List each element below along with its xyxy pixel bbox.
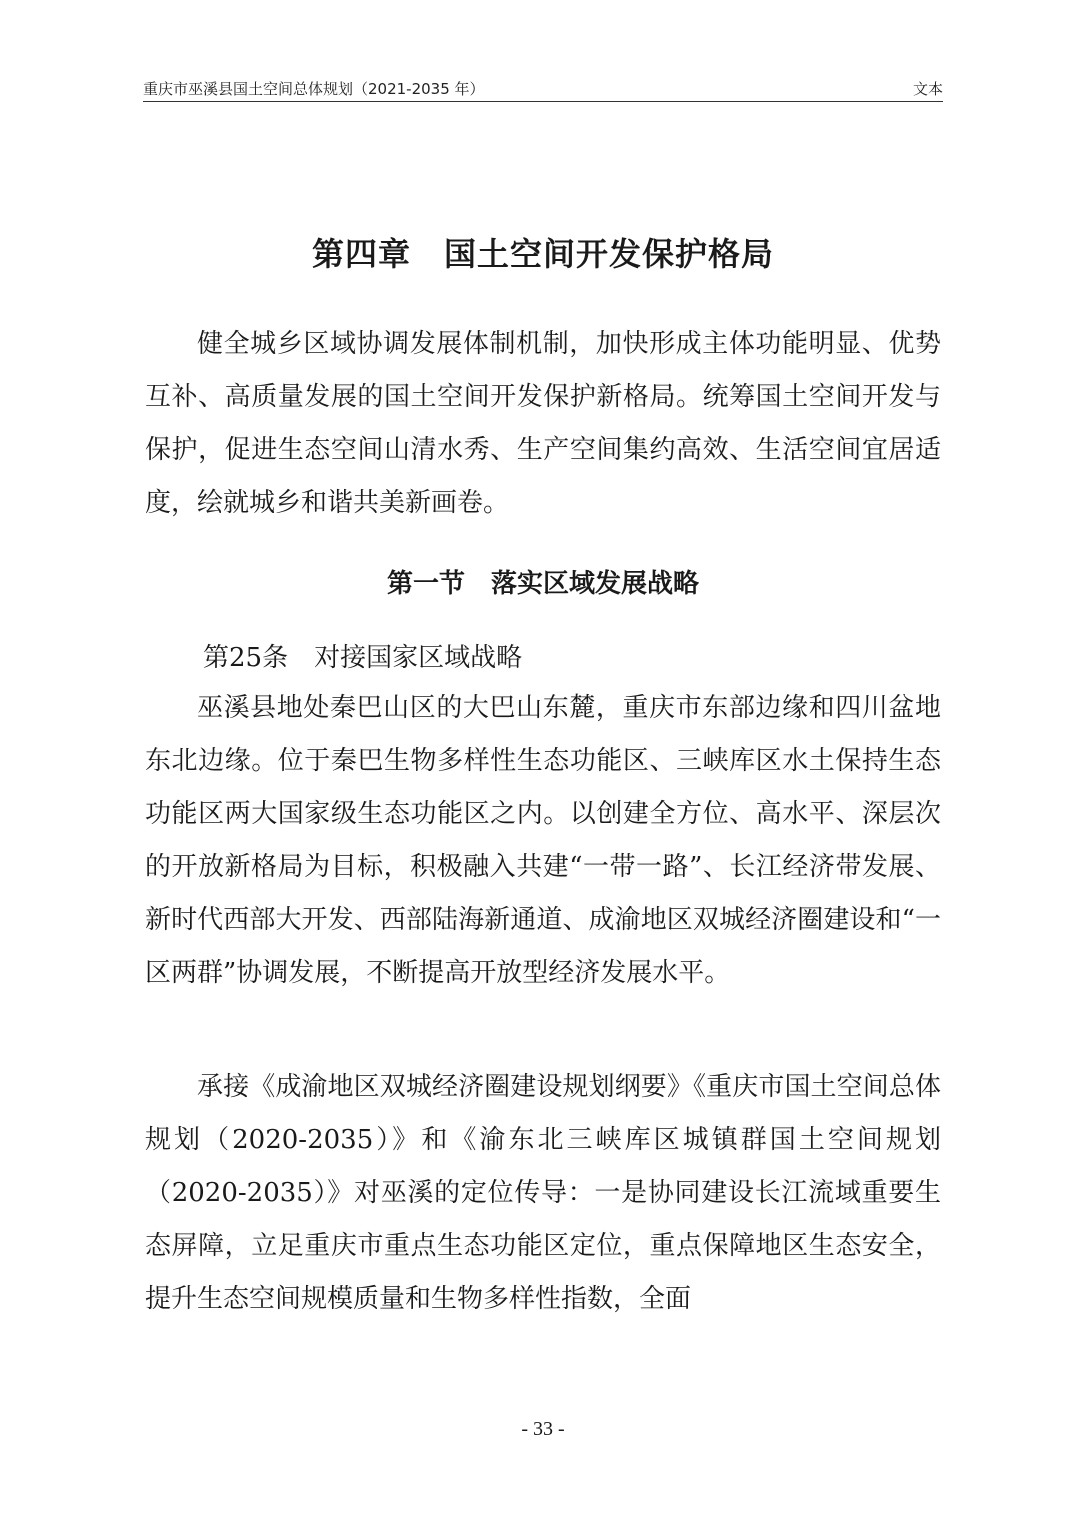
article-heading: 第25条 对接国家区域战略 — [203, 643, 523, 673]
article-paragraph: 巫溪县地处秦巴山区的大巴山东麓，重庆市东部边缘和四川盆地东北边缘。位于秦巴生物多样性生态功能区、三峡库区水土保持生态功能区两大国家级生态功能区之内。以创建全方位、高水平、深层次的开放新格局为目标，积极融入共建“一带一路”、长江经济带发展、新时代西部大开发、西部陆海新通道、成渝地区双城经济圈建设和“一区两群”协调发展，不断提高开放型经济发展水平。 — [145, 693, 941, 988]
article-paragraph: 承接《成渝地区双城经济圈建设规划纲要》《重庆市国土空间总体规划（2020-2035）》和《渝东北三峡库区城镇群国土空间规划（2020-2035）》对巫溪的定位传导：一是协同建设长江流域重要生态屏障，立足重庆市重点生态功能区定位，重点保障地区生态安全，提升生态空间规模质量和生物多样性指数，全面 — [145, 1072, 941, 1314]
page-header — [143, 76, 943, 100]
chapter-intro-paragraph: 健全城乡区域协调发展体制机制，加快形成主体功能明显、优势互补、高质量发展的国土空间开发保护新格局。统筹国土空间开发与保护，促进生态空间山清水秀、生产空间集约高效、生活空间宜居适度，绘就城乡和谐共美新画卷。 — [145, 329, 941, 518]
header-divider — [143, 101, 943, 102]
chapter-title: 第四章 国土空间开发保护格局 — [311, 235, 774, 273]
header-document-title: 重庆市巫溪县国土空间总体规划（2021-2035 年） — [143, 80, 485, 98]
header-document-type: 文本 — [912, 80, 943, 98]
page-number: - 33 - — [521, 1418, 565, 1440]
section-title: 第一节 落实区域发展战略 — [386, 569, 699, 599]
